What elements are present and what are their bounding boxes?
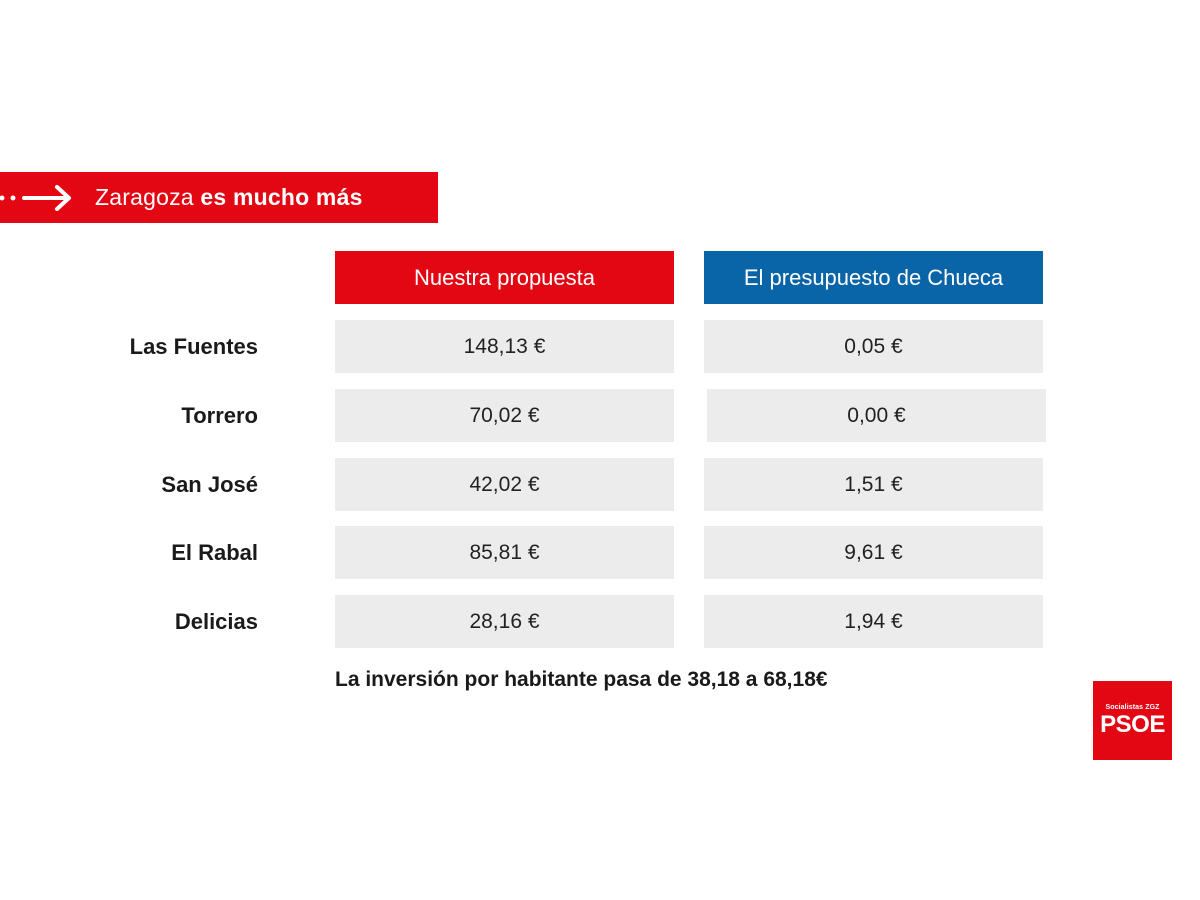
cell-propuesta: 28,16 € xyxy=(335,595,674,648)
psoe-logo xyxy=(1093,681,1172,760)
cell-chueca: 0,00 € xyxy=(707,389,1046,442)
row-label: Torrero xyxy=(181,403,258,428)
cell-propuesta: 85,81 € xyxy=(335,526,674,579)
cell-propuesta: 70,02 € xyxy=(335,389,674,442)
cell-chueca: 9,61 € xyxy=(704,526,1043,579)
section-banner xyxy=(0,172,438,223)
row-label: El Rabal xyxy=(171,540,258,565)
row-label: San José xyxy=(161,472,258,497)
footnote: La inversión por habitante pasa de 38,18 a 68,18€ xyxy=(335,668,828,691)
cell-propuesta: 148,13 € xyxy=(335,320,674,373)
header-nuestra-propuesta: Nuestra propuesta xyxy=(335,251,674,304)
logo-subtitle: Socialistas ZGZ xyxy=(1105,704,1160,711)
row-label: Las Fuentes xyxy=(129,334,258,359)
cell-propuesta: 42,02 € xyxy=(335,458,674,511)
arrow-right-icon xyxy=(0,184,80,212)
logo-wordmark: PSOE xyxy=(1100,711,1165,738)
banner-title: Zaragoza es mucho más xyxy=(95,184,363,210)
row-label: Delicias xyxy=(174,609,258,634)
cell-chueca: 1,51 € xyxy=(704,458,1043,511)
cell-chueca: 0,05 € xyxy=(704,320,1043,373)
cell-chueca: 1,94 € xyxy=(704,595,1043,648)
header-presupuesto-chueca: El presupuesto de Chueca xyxy=(704,251,1043,304)
